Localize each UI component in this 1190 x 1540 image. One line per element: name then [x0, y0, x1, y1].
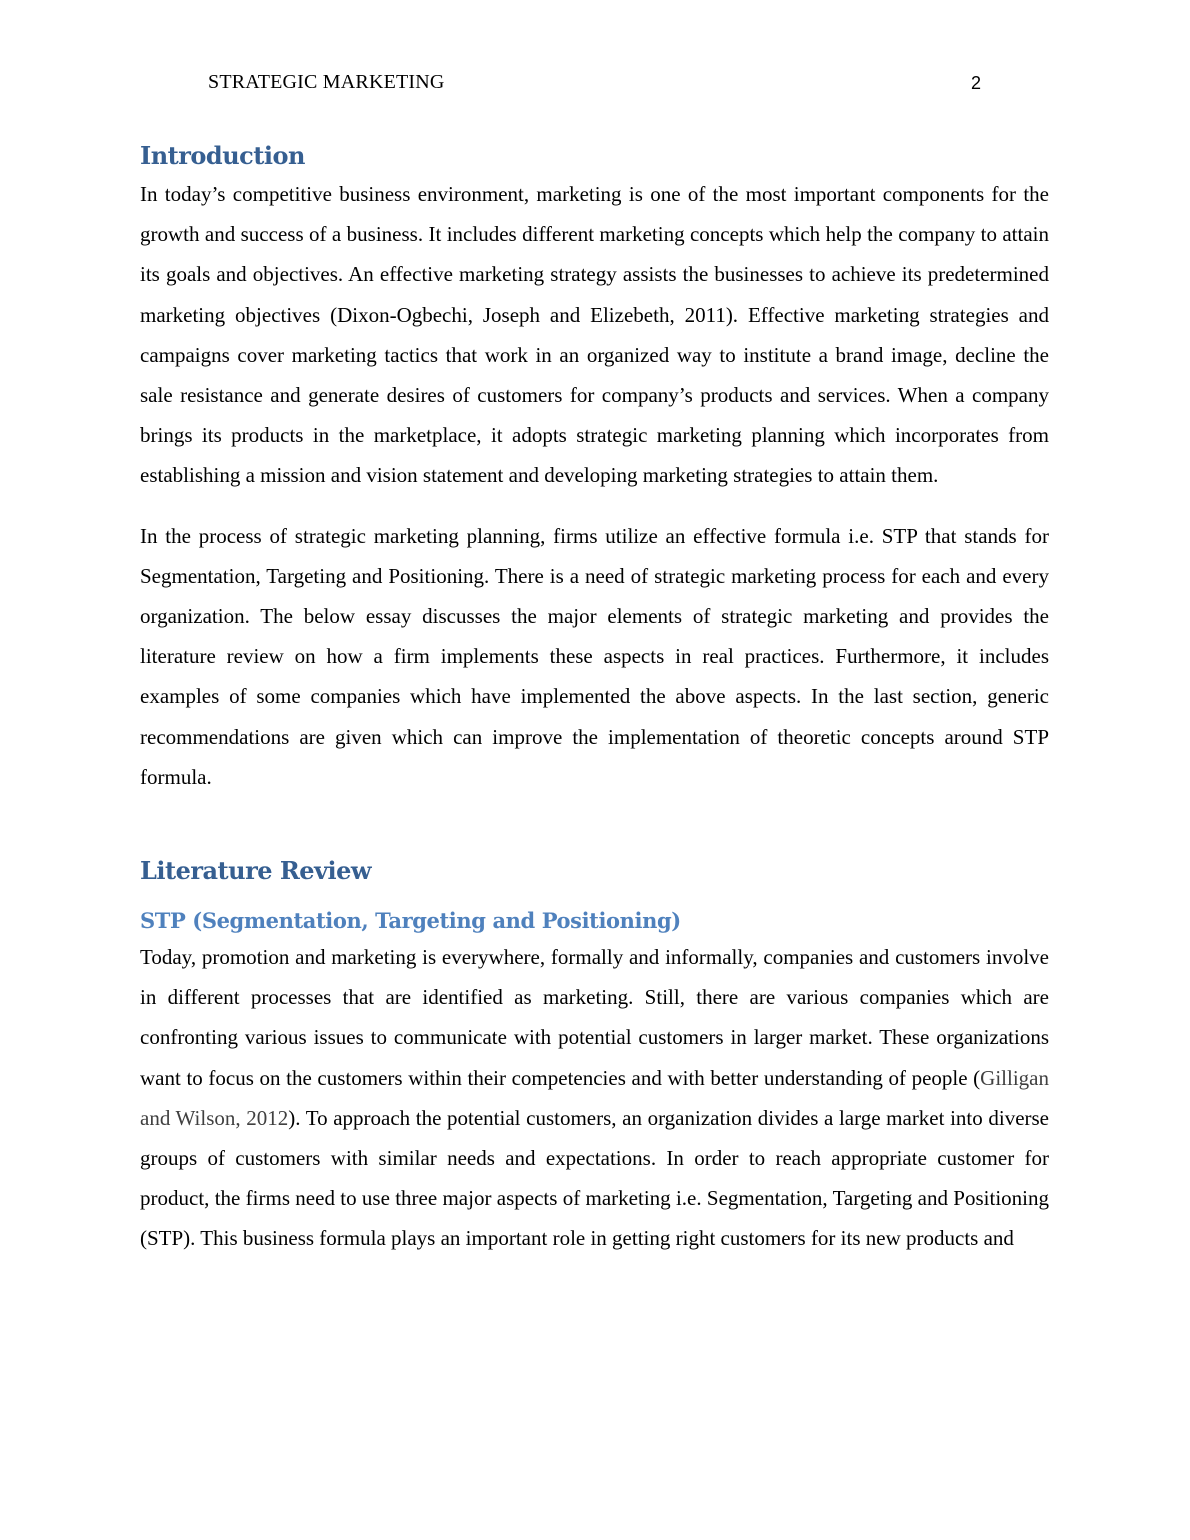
- paragraph-text-part-1: Today, promotion and marketing is everywhere, formally and informally, companies and customers involve in different processes that are identified as marketing. Still, there are various companies which are confronting various issues to communicate with potential customers in larger market. These organizations want to focus on the customers within their competencies and with better understanding of people (: [140, 945, 1049, 1090]
- section-spacer: [140, 797, 1049, 853]
- introduction-heading: Introduction: [140, 141, 305, 170]
- stp-subheading: STP (Segmentation, Targeting and Positioning): [140, 908, 681, 934]
- page-number: 2: [971, 73, 982, 93]
- paragraph-text-part-2: ). To approach the potential customers, an organization divides a large market into diverse groups of customers with similar needs and expectations. In order to reach appropriate customer for product, the firms need to use three major aspects of marketing i.e. Segmentation, Targeting and Positioning (STP). This business formula plays an important role in getting right customers for its new products and: [140, 1105, 1050, 1251]
- introduction-paragraph-2: In the process of strategic marketing planning, firms utilize an effective formula i.e. STP that stands for Segmentation, Targeting and Positioning. There is a need of strategic marketing process for each and every organization. The below essay discusses the major elements of strategic marketing and provides the literature review on how a firm implements these aspects in real practices. Furthermore, it includes examples of some companies which have implemented the above aspects. In the last section, generic recommendations are given which can improve the implementation of theoretic concepts around STP formula.: [140, 523, 1049, 789]
- running-head: STRATEGIC MARKETING: [208, 71, 445, 93]
- heading-spacer: [140, 889, 1049, 905]
- paragraph-spacer: [140, 496, 1049, 516]
- literature-review-paragraph-1: [140, 937, 1049, 1259]
- literature-review-heading: Literature Review: [140, 856, 372, 886]
- document-body: [140, 138, 1049, 1259]
- citation-gilligan-wilson: Gilligan and Wilson, 2012: [140, 1065, 1049, 1130]
- introduction-paragraph-1: In today’s competitive business environment, marketing is one of the most important components for the growth and success of a business. It includes different marketing concepts which help the company to attain its goals and objectives. An effective marketing strategy assists the businesses to achieve its predetermined marketing objectives (Dixon-Ogbechi, Joseph and Elizebeth, 2011). Effective marketing strategies and campaigns cover marketing tactics that work in an organized way to institute a brand image, decline the sale resistance and generate desires of customers for company’s products and services. When a company brings its products in the marketplace, it adopts strategic marketing planning which incorporates from establishing a mission and vision statement and developing marketing strategies to attain them.: [140, 182, 1049, 488]
